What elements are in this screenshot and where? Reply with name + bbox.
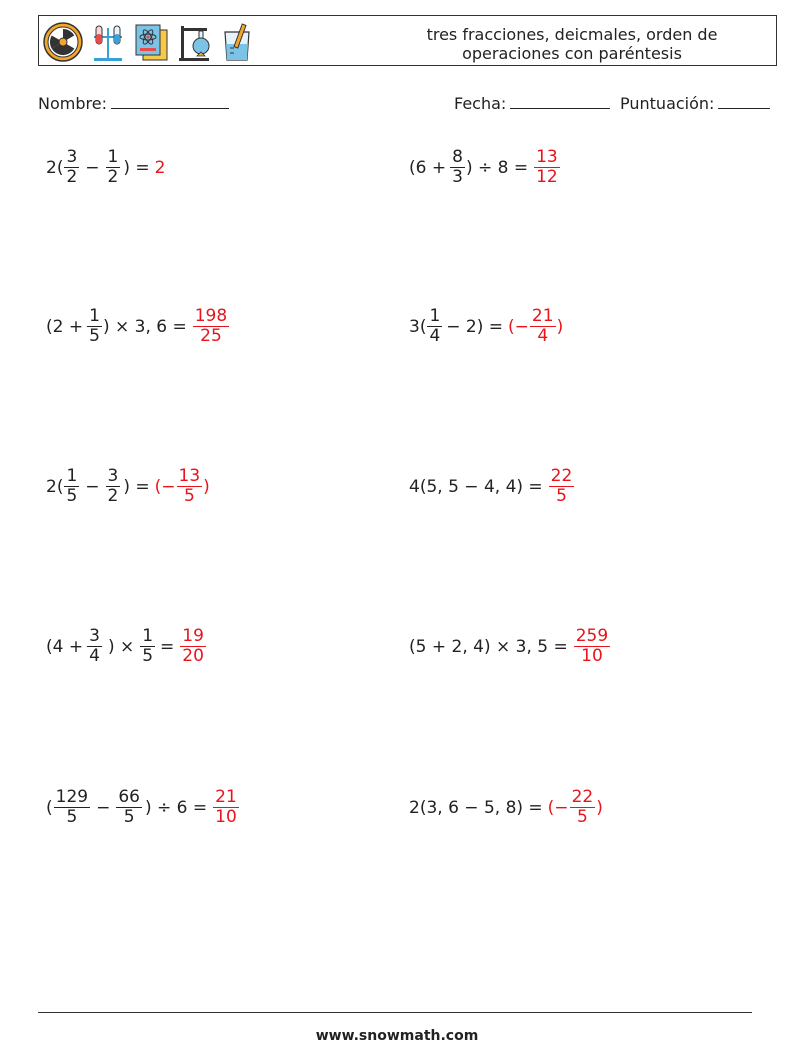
problem-4 — [409, 307, 563, 346]
problem-7 — [46, 627, 207, 666]
science-book-icon — [133, 22, 169, 62]
expr-part: (6 + — [409, 157, 447, 178]
date-label: Fecha: — [454, 94, 507, 113]
worksheet-title: tres fracciones, deicmales, orden de operaciones con paréntesis — [426, 25, 718, 63]
operator: − — [85, 476, 100, 497]
problem-3 — [46, 307, 230, 346]
answer: $\frac{21}{10}$ — [215, 787, 237, 827]
fraction: $\frac{129}{5}$ — [55, 787, 89, 827]
name-blank[interactable] — [111, 94, 229, 109]
test-tubes-icon — [91, 22, 125, 62]
answer: (− $\frac{22}{5}$ ) — [547, 787, 603, 827]
answer: $\frac{13}{12}$ — [536, 147, 558, 187]
expr-part: (2 + — [46, 316, 84, 337]
expr-part: (4 + — [46, 636, 84, 657]
expr-part: ) ÷ 8 = — [465, 157, 529, 178]
name-field — [38, 94, 229, 113]
answer: $\frac{19}{20}$ — [182, 626, 204, 666]
name-label: Nombre: — [38, 94, 107, 113]
problem-2 — [409, 148, 561, 187]
fraction: $\frac{1}{4}$ — [429, 306, 441, 346]
expr-part: ) = — [123, 476, 150, 497]
problem-10 — [409, 788, 603, 827]
expr-part: 3( — [409, 316, 427, 337]
answer: (− $\frac{21}{4}$ ) — [508, 306, 564, 346]
expr-part: = — [160, 636, 175, 657]
score-field — [620, 94, 770, 113]
fraction: $\frac{1}{2}$ — [107, 147, 119, 187]
date-blank[interactable] — [510, 94, 610, 109]
radiation-icon — [43, 22, 83, 62]
score-label: Puntuación: — [620, 94, 715, 113]
answer: 2 — [154, 157, 166, 178]
problem-6 — [409, 467, 575, 506]
expr-part: (5 + 2, 4) × 3, 5 = — [409, 636, 568, 657]
problem-5 — [46, 467, 210, 506]
answer: $\frac{198}{25}$ — [194, 306, 228, 346]
fraction: $\frac{3}{4}$ — [89, 626, 100, 666]
expr-part: ) ÷ 6 = — [144, 797, 208, 818]
header-icons — [43, 22, 253, 62]
expr-part: ) × 3, 6 = — [102, 316, 187, 337]
answer: $\frac{22}{5}$ — [550, 466, 573, 506]
expr-part: 2( — [46, 476, 64, 497]
date-field — [454, 94, 610, 113]
problem-1 — [46, 148, 165, 187]
fraction: $\frac{8}{3}$ — [452, 147, 463, 187]
fraction: $\frac{1}{5}$ — [66, 466, 78, 506]
expr-part: ( — [46, 797, 53, 818]
answer: $\frac{259}{10}$ — [575, 626, 609, 666]
footer-url[interactable]: www.snowmath.com — [315, 1028, 479, 1044]
problem-9 — [46, 788, 240, 827]
fraction: $\frac{1}{5}$ — [89, 306, 100, 346]
beaker-icon — [221, 22, 253, 62]
fraction: $\frac{3}{2}$ — [66, 147, 78, 187]
fraction: $\frac{1}{5}$ — [142, 626, 154, 666]
operator: − — [85, 157, 100, 178]
fraction: $\frac{66}{5}$ — [118, 787, 140, 827]
fraction: $\frac{3}{2}$ — [107, 466, 119, 506]
problem-8 — [409, 627, 611, 666]
answer: (− $\frac{13}{5}$ ) — [154, 466, 210, 506]
expr-part: 2(3, 6 − 5, 8) = — [409, 797, 543, 818]
expr-part: 2( — [46, 157, 64, 178]
operator: − — [96, 797, 111, 818]
operator: ) × — [107, 636, 135, 657]
expr-part: − 2) = — [446, 316, 504, 337]
expr-part: ) = — [123, 157, 150, 178]
expr-part: 4(5, 5 − 4, 4) = — [409, 476, 543, 497]
score-blank[interactable] — [718, 94, 770, 109]
footer-divider — [38, 1012, 752, 1013]
flask-stand-icon — [177, 22, 213, 62]
worksheet-header — [38, 15, 777, 66]
